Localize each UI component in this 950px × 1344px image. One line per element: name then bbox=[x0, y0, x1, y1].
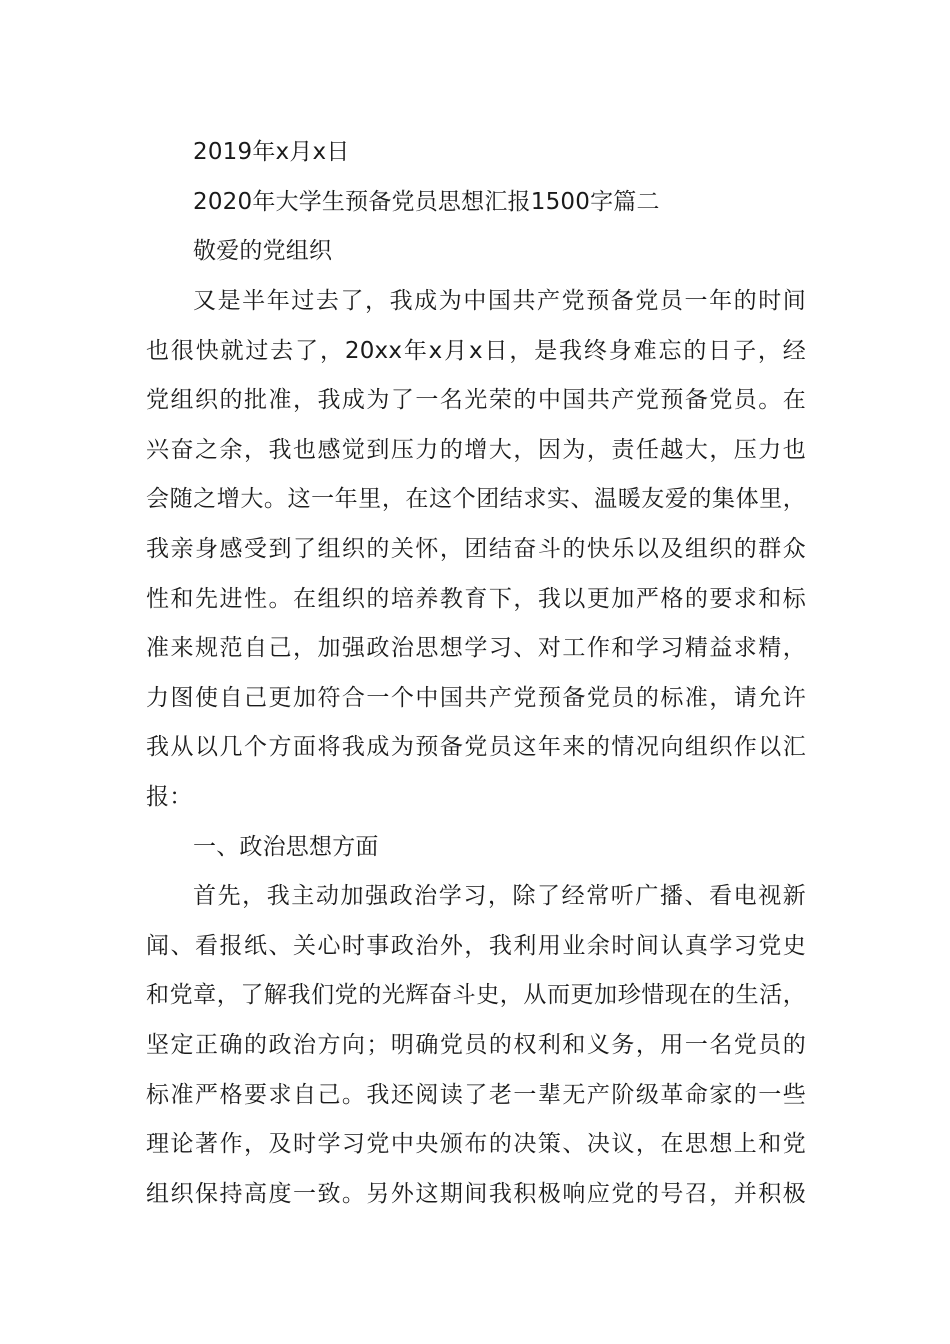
paragraph-line: 组织保持高度一致。另外这期间我积极响应党的号召，并积极 bbox=[146, 1181, 806, 1207]
paragraph-line: 理论著作，及时学习党中央颁布的决策、决议，在思想上和党 bbox=[146, 1131, 806, 1157]
paragraph-line: 我从以几个方面将我成为预备党员这年来的情况向组织作以汇 bbox=[146, 734, 806, 760]
paragraph-line: 首先，我主动加强政治学习，除了经常听广播、看电视新 bbox=[193, 883, 806, 909]
paragraph-line: 会随之增大。这一年里，在这个团结求实、温暖友爱的集体里， bbox=[146, 486, 806, 512]
paragraph-line: 性和先进性。在组织的培养教育下，我以更加严格的要求和标 bbox=[146, 586, 806, 612]
paragraph-line: 力图使自己更加符合一个中国共产党预备党员的标准，请允许 bbox=[146, 685, 806, 711]
paragraph-line: 兴奋之余，我也感觉到压力的增大，因为，责任越大，压力也 bbox=[146, 437, 806, 463]
document-title: 2020年大学生预备党员思想汇报1500字篇二 bbox=[193, 189, 660, 215]
paragraph-line: 我亲身感受到了组织的关怀，团结奋斗的快乐以及组织的群众 bbox=[146, 536, 806, 562]
date-line: 2019年x月x日 bbox=[193, 139, 350, 165]
paragraph-line: 又是半年过去了，我成为中国共产党预备党员一年的时间 bbox=[193, 288, 806, 314]
paragraph-line: 准来规范自己，加强政治思想学习、对工作和学习精益求精， bbox=[146, 635, 806, 661]
paragraph-line: 也很快就过去了，20xx年x月x日，是我终身难忘的日子，经 bbox=[146, 338, 806, 364]
paragraph-line: 党组织的批准，我成为了一名光荣的中国共产党预备党员。在 bbox=[146, 387, 806, 413]
paragraph-line: 坚定正确的政治方向；明确党员的权利和义务，用一名党员的 bbox=[146, 1032, 806, 1058]
section-heading: 一、政治思想方面 bbox=[193, 834, 379, 860]
paragraph-line: 和党章，了解我们党的光辉奋斗史，从而更加珍惜现在的生活， bbox=[146, 982, 806, 1008]
paragraph-line: 标准严格要求自己。我还阅读了老一辈无产阶级革命家的一些 bbox=[146, 1082, 806, 1108]
paragraph-line: 闻、看报纸、关心时事政治外，我利用业余时间认真学习党史 bbox=[146, 933, 806, 959]
salutation: 敬爱的党组织 bbox=[193, 238, 333, 264]
paragraph-line: 报： bbox=[146, 784, 193, 810]
